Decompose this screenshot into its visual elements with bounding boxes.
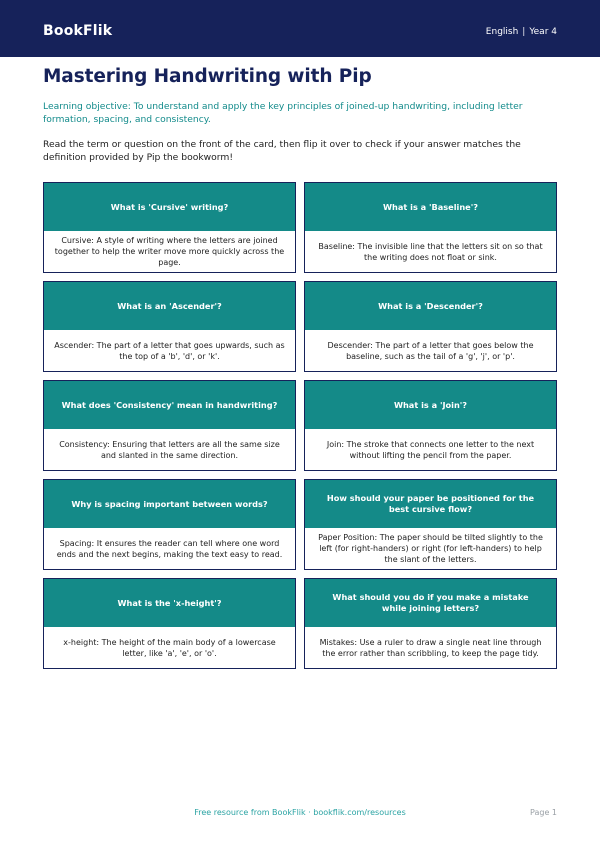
learning-objective: Learning objective: To understand and apply the key principles of joined-up handwriting, including letter formation, spacing, and consistency. [43, 101, 523, 125]
top-header-bar [0, 0, 600, 57]
flashcard-join[interactable] [304, 380, 557, 471]
flashcard-ascender[interactable] [43, 281, 296, 372]
card-back-definition: Descender: The part of a letter that goes below the baseline, such as the tail of a 'g', 'j', or 'p'. [305, 330, 556, 371]
card-front-question: What does 'Consistency' mean in handwriting? [44, 381, 295, 429]
card-back-definition: Ascender: The part of a letter that goes upwards, such as the top of a 'b', 'd', or 'k'. [44, 330, 295, 371]
flashcard-descender[interactable] [304, 281, 557, 372]
card-front-question: Why is spacing important between words? [44, 480, 295, 528]
card-back-definition: Join: The stroke that connects one letter to the next without lifting the pencil from the paper. [305, 429, 556, 470]
card-back-definition: x-height: The height of the main body of a lowercase letter, like 'a', 'e', or 'o'. [44, 627, 295, 668]
flashcard-paper-position[interactable] [304, 479, 557, 570]
card-back-definition: Consistency: Ensuring that letters are all the same size and slanted in the same direction. [44, 429, 295, 470]
card-back-definition: Spacing: It ensures the reader can tell where one word ends and the next begins, making the text easy to read. [44, 528, 295, 569]
card-front-question: What is 'Cursive' writing? [44, 183, 295, 231]
card-front-question: What is an 'Ascender'? [44, 282, 295, 330]
card-front-question: What should you do if you make a mistake while joining letters? [305, 579, 556, 627]
flashcard-consistency[interactable] [43, 380, 296, 471]
card-front-question: What is a 'Join'? [305, 381, 556, 429]
card-back-definition: Baseline: The invisible line that the letters sit on so that the writing does not float or sink. [305, 231, 556, 272]
year-label: Year 4 [529, 27, 557, 37]
instructions-text: Read the term or question on the front of the card, then flip it over to check if your answer matches the definition provided by Pip the bookworm! [43, 139, 521, 163]
card-front-question: What is a 'Baseline'? [305, 183, 556, 231]
flashcard-cursive[interactable] [43, 182, 296, 273]
meta-separator: | [522, 27, 526, 37]
card-back-definition: Mistakes: Use a ruler to draw a single neat line through the error rather than scribbling, to keep the page tidy. [305, 627, 556, 668]
flashcard-baseline[interactable] [304, 182, 557, 273]
flashcard-mistakes[interactable] [304, 578, 557, 669]
card-front-question: What is a 'Descender'? [305, 282, 556, 330]
card-front-question: How should your paper be positioned for the best cursive flow? [305, 480, 556, 528]
brand-logo[interactable]: BookFlik [43, 23, 113, 39]
page-number: Page 1 [530, 808, 557, 817]
flashcard-x-height[interactable] [43, 578, 296, 669]
card-back-definition: Cursive: A style of writing where the letters are joined together to help the writer move more quickly across the page. [44, 231, 295, 272]
footer-resource-link[interactable]: Free resource from BookFlik · bookflik.com/resources [194, 808, 406, 817]
flashcard-grid [43, 182, 557, 669]
card-front-question: What is the 'x-height'? [44, 579, 295, 627]
flashcard-spacing[interactable] [43, 479, 296, 570]
page-title: Mastering Handwriting with Pip [43, 66, 372, 87]
subject-year-meta [486, 27, 557, 37]
subject-label: English [485, 27, 519, 37]
card-back-definition: Paper Position: The paper should be tilted slightly to the left (for right-handers) or right (for left-handers) to help the slant of the letters. [305, 528, 556, 569]
